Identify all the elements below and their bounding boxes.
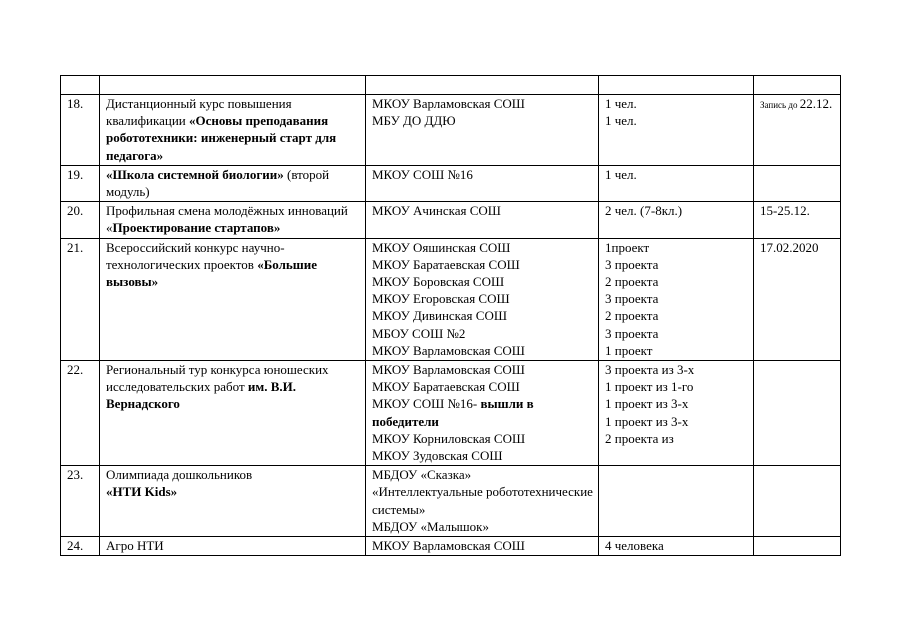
participant-count: 2 чел. (7-8кл.) [599,202,754,238]
table-row [61,466,841,537]
participant-orgs: МКОУ Ачинская СОШ [366,202,599,238]
row-number: 24. [61,537,100,556]
report-table [60,75,841,556]
participant-count: 3 проекта из 3-х 1 проект из 1-го 1 проект из 3-х 1 проект из 3-х 2 проекта из [599,361,754,466]
participant-count [599,466,754,537]
event-name: Олимпиада дошкольников «НТИ Kids» [100,466,366,537]
row-number: 21. [61,238,100,360]
table-row [61,202,841,238]
row-number: 20. [61,202,100,238]
event-name: Всероссийский конкурс научно-технологических проектов «Большие вызовы» [100,238,366,360]
participant-count: 1 чел. [599,165,754,201]
table-row [61,537,841,556]
participant-orgs: МБДОУ «Сказка» «Интеллектуальные робототехнические системы» МБДОУ «Малышок» [366,466,599,537]
row-number: 19. [61,165,100,201]
event-date: 17.02.2020 [754,238,841,360]
table-row [61,361,841,466]
event-date: 15-25.12. [754,202,841,238]
participant-count: 1проект 3 проекта 2 проекта 3 проекта 2 проекта 3 проекта 1 проект [599,238,754,360]
table-row [61,238,841,360]
event-date [754,537,841,556]
participant-orgs: МКОУ Варламовская СОШ [366,537,599,556]
participant-count: 1 чел. 1 чел. [599,95,754,166]
event-date [754,466,841,537]
event-name: Региональный тур конкурса юношеских исследовательских работ им. В.И. Вернадского [100,361,366,466]
participant-orgs: МКОУ СОШ №16 [366,165,599,201]
event-name: Агро НТИ [100,537,366,556]
event-date [754,361,841,466]
participant-count: 4 человека [599,537,754,556]
table-row [61,95,841,166]
row-number: 22. [61,361,100,466]
row-number: 18. [61,95,100,166]
event-name: «Школа системной биологии» (второй модуль) [100,165,366,201]
table-row [61,165,841,201]
table-row [61,76,841,95]
participant-orgs: МКОУ Варламовская СОШ МКОУ Баратаевская СОШ МКОУ СОШ №16- вышли в победители МКОУ Корниловская СОШ МКОУ Зудовская СОШ [366,361,599,466]
event-date [754,165,841,201]
event-date: Запись до 22.12. [754,95,841,166]
participant-orgs: МКОУ Варламовская СОШ МБУ ДО ДДЮ [366,95,599,166]
event-name: Дистанционный курс повышения квалификации «Основы преподавания робототехники: инженерный старт для педагога» [100,95,366,166]
row-number: 23. [61,466,100,537]
participant-orgs: МКОУ Ояшинская СОШ МКОУ Баратаевская СОШ МКОУ Боровская СОШ МКОУ Егоровская СОШ МКОУ Дивинская СОШ МБОУ СОШ №2 МКОУ Варламовская СОШ [366,238,599,360]
event-name: Профильная смена молодёжных инноваций «Проектирование стартапов» [100,202,366,238]
